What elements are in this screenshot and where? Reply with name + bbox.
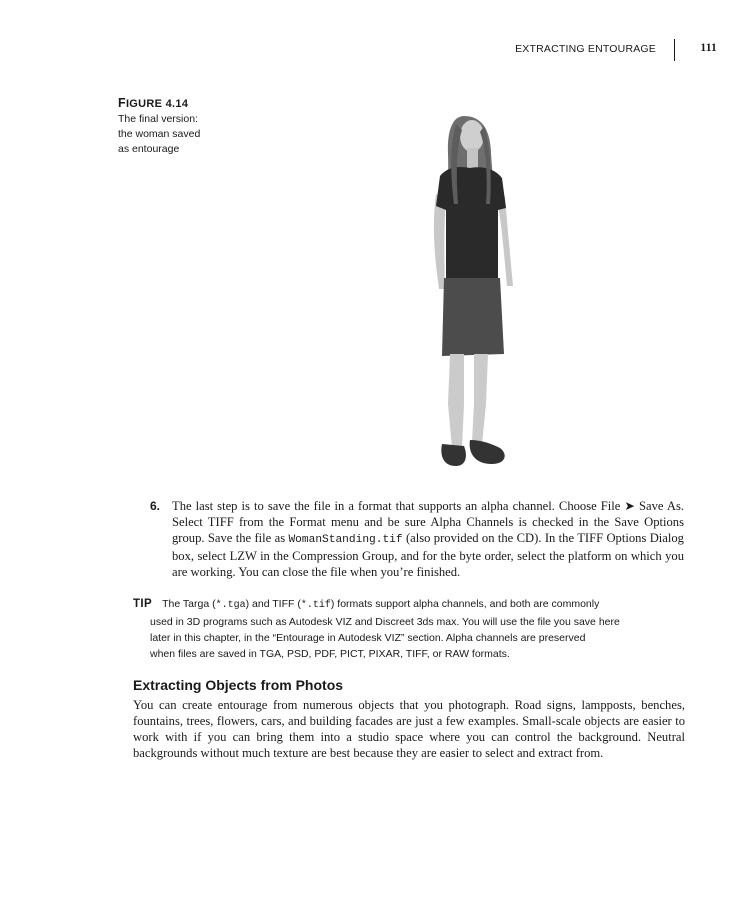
tip-line: used in 3D programs such as Autodesk VIZ and Discreet 3ds max. You will use the file you save here bbox=[150, 616, 620, 628]
tip-box bbox=[133, 596, 653, 662]
figure-caption-line: the woman saved bbox=[118, 128, 201, 140]
tip-line: when files are saved in TGA, PSD, PDF, PICT, PIXAR, TIFF, or RAW formats. bbox=[150, 648, 510, 660]
numbered-step bbox=[150, 498, 684, 580]
filename: WomanStanding.tif bbox=[288, 534, 403, 546]
running-head bbox=[515, 41, 720, 59]
figure-caption-line: as entourage bbox=[118, 143, 180, 155]
running-head-divider bbox=[674, 39, 675, 61]
step-number: 6. bbox=[150, 499, 161, 513]
body-paragraph: You can create entourage from numerous objects that you photograph. Road signs, lampposts, benches, fountains, trees, flowers, cars, and building facades are just a few examples. Small-scale objects are easier to work with if you can bring them into a studio space where you can control the background. Neutral backgrounds without much texture are best because they are easier to select and extract from. bbox=[133, 698, 685, 760]
figure-label: FIGURE 4.14 bbox=[118, 96, 189, 110]
tip-line: TIP The Targa (*.tga) and TIFF (*.tif) formats support alpha channels, and both are commonly bbox=[133, 598, 600, 611]
running-head-title: EXTRACTING ENTOURAGE bbox=[515, 43, 656, 55]
step-text: The last step is to save the file in a format that supports an alpha channel. Choose File ➤ Save As. Select TIFF from the Format menu and be sure Alpha Channels is checked in the Save Options group. Save the file as WomanStanding.tif (also provided on the CD). In the TIFF Options Dialog box, select LZW in the Compression Group, and for the byte order, select the platform on which you are working. You can close the file when you’re finished. bbox=[172, 499, 684, 579]
page-number: 111 bbox=[700, 42, 717, 54]
figure-caption bbox=[118, 96, 238, 157]
tip-line: later in this chapter, in the “Entourage in Autodesk VIZ” section. Alpha channels are preserved bbox=[150, 632, 586, 644]
woman-standing-photo bbox=[412, 104, 522, 478]
tip-label: TIP bbox=[133, 598, 153, 610]
figure-caption-line: The final version: bbox=[118, 113, 198, 125]
section-heading: Extracting Objects from Photos bbox=[133, 677, 344, 693]
